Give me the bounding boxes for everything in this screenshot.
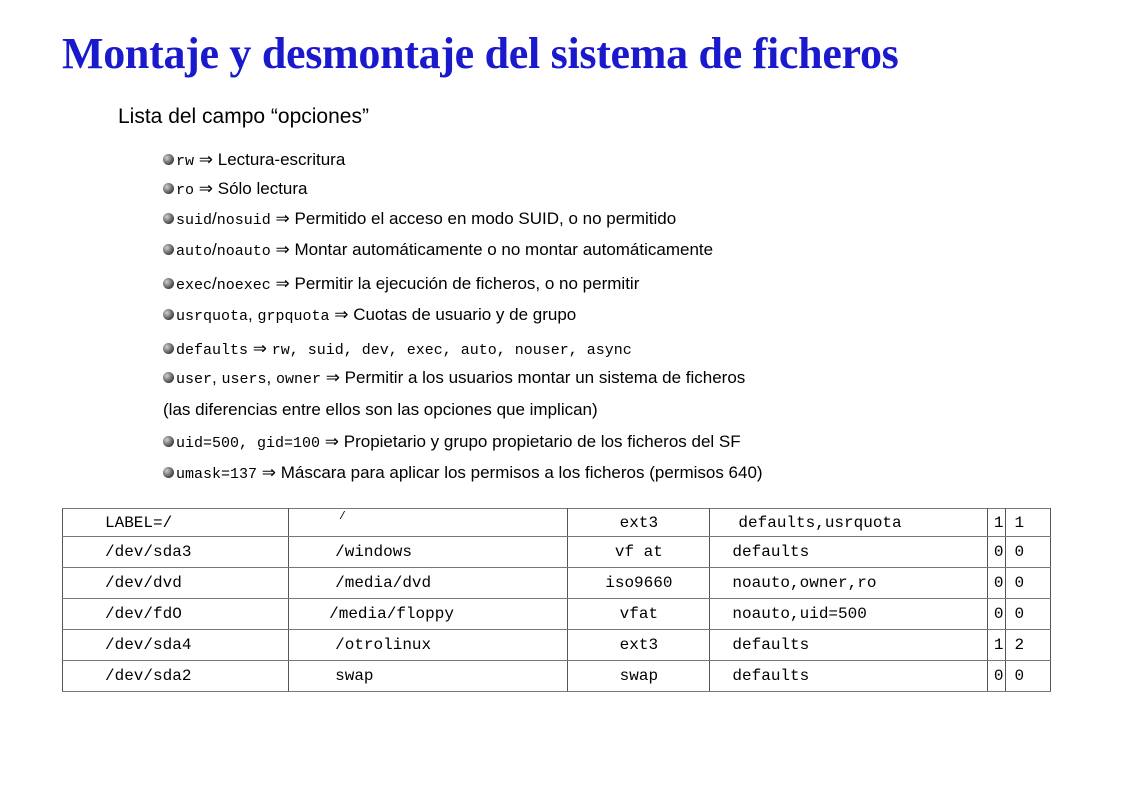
dump-cell: 0 xyxy=(988,568,1006,599)
table-row xyxy=(63,661,1051,692)
mount-value: / xyxy=(339,510,346,523)
option-separator: , xyxy=(212,368,222,387)
options-cell: defaults,usrquota xyxy=(710,509,988,537)
bullet-icon xyxy=(163,183,174,194)
options-cell: defaults xyxy=(710,661,988,692)
type-cell: iso9660 xyxy=(568,568,710,599)
pass-cell: 0 xyxy=(1006,568,1051,599)
mount-cell: /windows xyxy=(289,537,568,568)
option-separator: / xyxy=(212,274,217,293)
option-desc: Lectura-escritura xyxy=(217,150,346,169)
option-code: uid=500, gid=100 xyxy=(176,435,321,452)
option-item-ro xyxy=(163,178,308,200)
arrow-icon: ⇒ xyxy=(198,150,213,169)
pass-cell: 1 xyxy=(1006,509,1051,537)
bullet-icon xyxy=(163,436,174,447)
bullet-icon xyxy=(163,372,174,383)
arrow-icon: ⇒ xyxy=(275,209,290,228)
option-separator: / xyxy=(212,240,217,259)
mount-cell: swap xyxy=(289,661,568,692)
option-continuation: (las diferencias entre ellos son las opciones que implican) xyxy=(163,400,598,419)
option-item-rw xyxy=(163,149,345,171)
option-separator: / xyxy=(212,209,217,228)
table-row xyxy=(63,509,1051,537)
arrow-icon: ⇒ xyxy=(325,368,340,387)
device-cell: /dev/sda4 xyxy=(63,630,289,661)
option-code-alt: nosuid xyxy=(216,212,271,229)
bullet-icon xyxy=(163,467,174,478)
slide-subtitle: Lista del campo “opciones” xyxy=(118,105,369,128)
option-code-alt: noexec xyxy=(216,277,271,294)
option-desc: Permitir a los usuarios montar un sistema de ficheros xyxy=(344,368,746,387)
mount-cell: /media/floppy xyxy=(289,599,568,630)
option-desc: Permitir la ejecución de ficheros, o no permitir xyxy=(294,274,640,293)
table-row xyxy=(63,630,1051,661)
bullet-icon xyxy=(163,343,174,354)
option-item-user xyxy=(163,367,745,389)
device-cell: /dev/fdO xyxy=(63,599,289,630)
dump-cell: 0 xyxy=(988,537,1006,568)
option-code: suid xyxy=(176,212,213,229)
type-cell: ext3 xyxy=(568,630,710,661)
option-item-suid xyxy=(163,208,676,230)
bullet-icon xyxy=(163,278,174,289)
dump-cell: 1 xyxy=(988,509,1006,537)
option-code-alt: grpquota xyxy=(257,308,330,325)
option-desc: Propietario y grupo propietario de los ficheros del SF xyxy=(343,432,741,451)
arrow-icon: ⇒ xyxy=(275,274,290,293)
device-cell: /dev/sda3 xyxy=(63,537,289,568)
option-item-auto xyxy=(163,239,713,261)
type-cell: ext3 xyxy=(568,509,710,537)
option-desc: Cuotas de usuario y de grupo xyxy=(353,305,577,324)
slide-title: Montaje y desmontaje del sistema de ficheros xyxy=(62,29,899,78)
table-row xyxy=(63,537,1051,568)
option-item-umask xyxy=(163,462,763,484)
bullet-icon xyxy=(163,154,174,165)
option-code-alt: owner xyxy=(275,371,321,388)
device-cell: /dev/sda2 xyxy=(63,661,289,692)
option-code: usrquota xyxy=(176,308,249,325)
dump-cell: 1 xyxy=(988,630,1006,661)
table-row xyxy=(63,599,1051,630)
bullet-icon xyxy=(163,244,174,255)
option-code: defaults xyxy=(176,342,249,359)
option-item-exec xyxy=(163,273,639,295)
dump-cell: 0 xyxy=(988,599,1006,630)
type-cell: swap xyxy=(568,661,710,692)
bullet-icon xyxy=(163,213,174,224)
device-cell: LABEL=/ xyxy=(63,509,289,537)
table-row xyxy=(63,568,1051,599)
option-code: auto xyxy=(176,243,213,260)
options-cell: noauto,uid=500 xyxy=(710,599,988,630)
mount-cell xyxy=(289,509,568,537)
pass-cell: 0 xyxy=(1006,661,1051,692)
mount-cell: /otrolinux xyxy=(289,630,568,661)
option-code: rw xyxy=(176,153,195,170)
mount-cell: /media/dvd xyxy=(289,568,568,599)
arrow-icon: ⇒ xyxy=(275,240,290,259)
dump-cell: 0 xyxy=(988,661,1006,692)
fstab-table xyxy=(62,508,1051,692)
arrow-icon: ⇒ xyxy=(334,305,349,324)
type-cell: vf at xyxy=(568,537,710,568)
pass-cell: 0 xyxy=(1006,599,1051,630)
arrow-icon: ⇒ xyxy=(324,432,340,451)
options-cell: defaults xyxy=(710,537,988,568)
option-code-alt: users xyxy=(221,371,267,388)
options-cell: defaults xyxy=(710,630,988,661)
option-desc: rw, suid, dev, exec, auto, nouser, async xyxy=(271,342,632,359)
device-cell: /dev/dvd xyxy=(63,568,289,599)
arrow-icon: ⇒ xyxy=(252,339,267,358)
bullet-icon xyxy=(163,309,174,320)
option-desc: Permitido el acceso en modo SUID, o no permitido xyxy=(294,209,677,228)
option-code-alt: noauto xyxy=(216,243,271,260)
option-code: exec xyxy=(176,277,213,294)
arrow-icon: ⇒ xyxy=(198,179,213,198)
pass-cell: 2 xyxy=(1006,630,1051,661)
option-item-defaults xyxy=(163,338,632,360)
option-code: user xyxy=(176,371,213,388)
option-item-uid xyxy=(163,431,741,453)
option-separator: , xyxy=(248,305,258,324)
option-desc: Montar automáticamente o no montar automáticamente xyxy=(294,240,714,259)
pass-cell: 0 xyxy=(1006,537,1051,568)
option-separator: , xyxy=(266,368,276,387)
option-desc: Sólo lectura xyxy=(217,179,308,198)
options-cell: noauto,owner,ro xyxy=(710,568,988,599)
arrow-icon: ⇒ xyxy=(261,463,276,482)
option-code: ro xyxy=(176,182,195,199)
type-cell: vfat xyxy=(568,599,710,630)
option-desc: Máscara para aplicar los permisos a los ficheros (permisos 640) xyxy=(280,463,763,482)
option-code: umask=137 xyxy=(176,466,258,483)
option-item-quota xyxy=(163,304,576,326)
